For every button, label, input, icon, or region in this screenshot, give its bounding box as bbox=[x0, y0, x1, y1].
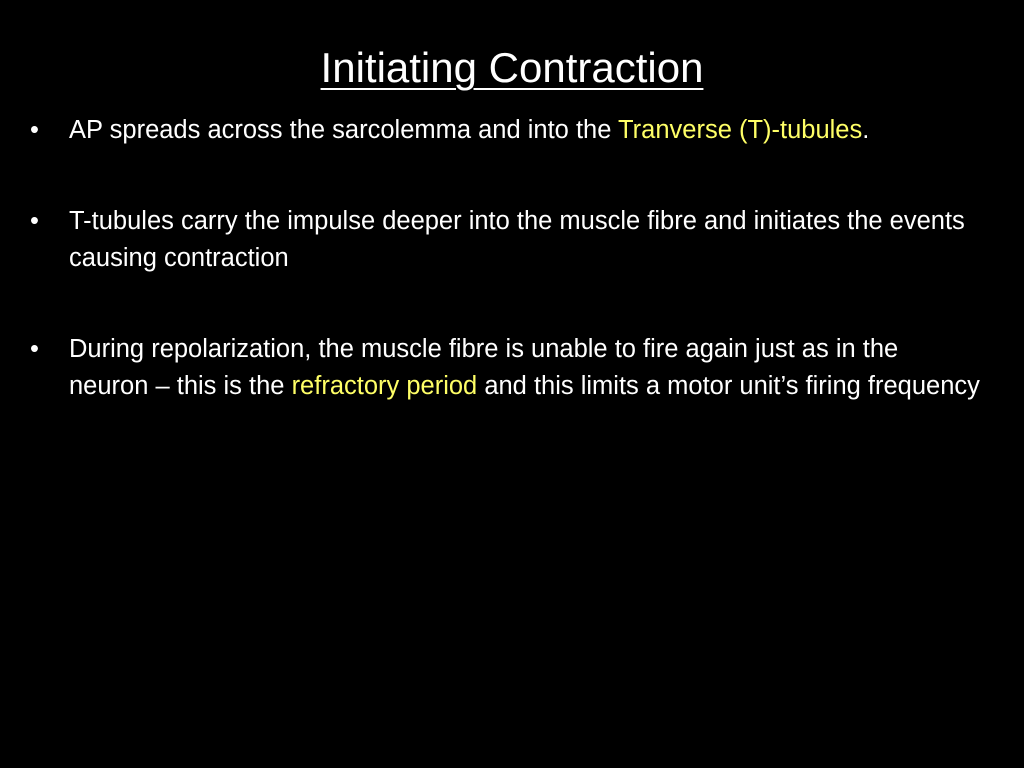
bullet-icon: • bbox=[30, 335, 39, 363]
bullet-item-repolarization bbox=[30, 331, 980, 405]
bullet-icon: • bbox=[30, 207, 39, 235]
bullet-text-end: and this limits a motor unit’s firing frequency bbox=[477, 372, 980, 400]
bullet-item-t-tubules-carry bbox=[30, 203, 980, 277]
highlighted-term: Tranverse (T)-tubules bbox=[618, 116, 863, 144]
bullet-text: T-tubules carry the impulse deeper into the muscle fibre and initiates the events causing contraction bbox=[69, 207, 965, 272]
bullet-text: During repolarization, the muscle fibre is unable to fire again just as in the neuron – this is the bbox=[69, 335, 899, 400]
bullet-text: AP spreads across the sarcolemma and into the bbox=[69, 116, 619, 144]
bullet-icon: • bbox=[30, 116, 39, 144]
bullet-text-end: . bbox=[862, 116, 870, 144]
slide-title: Initiating Contraction bbox=[320, 44, 704, 91]
bullet-item-t-tubules-intro bbox=[30, 112, 980, 149]
bullet-list bbox=[30, 112, 980, 459]
highlighted-term: refractory period bbox=[291, 372, 478, 400]
